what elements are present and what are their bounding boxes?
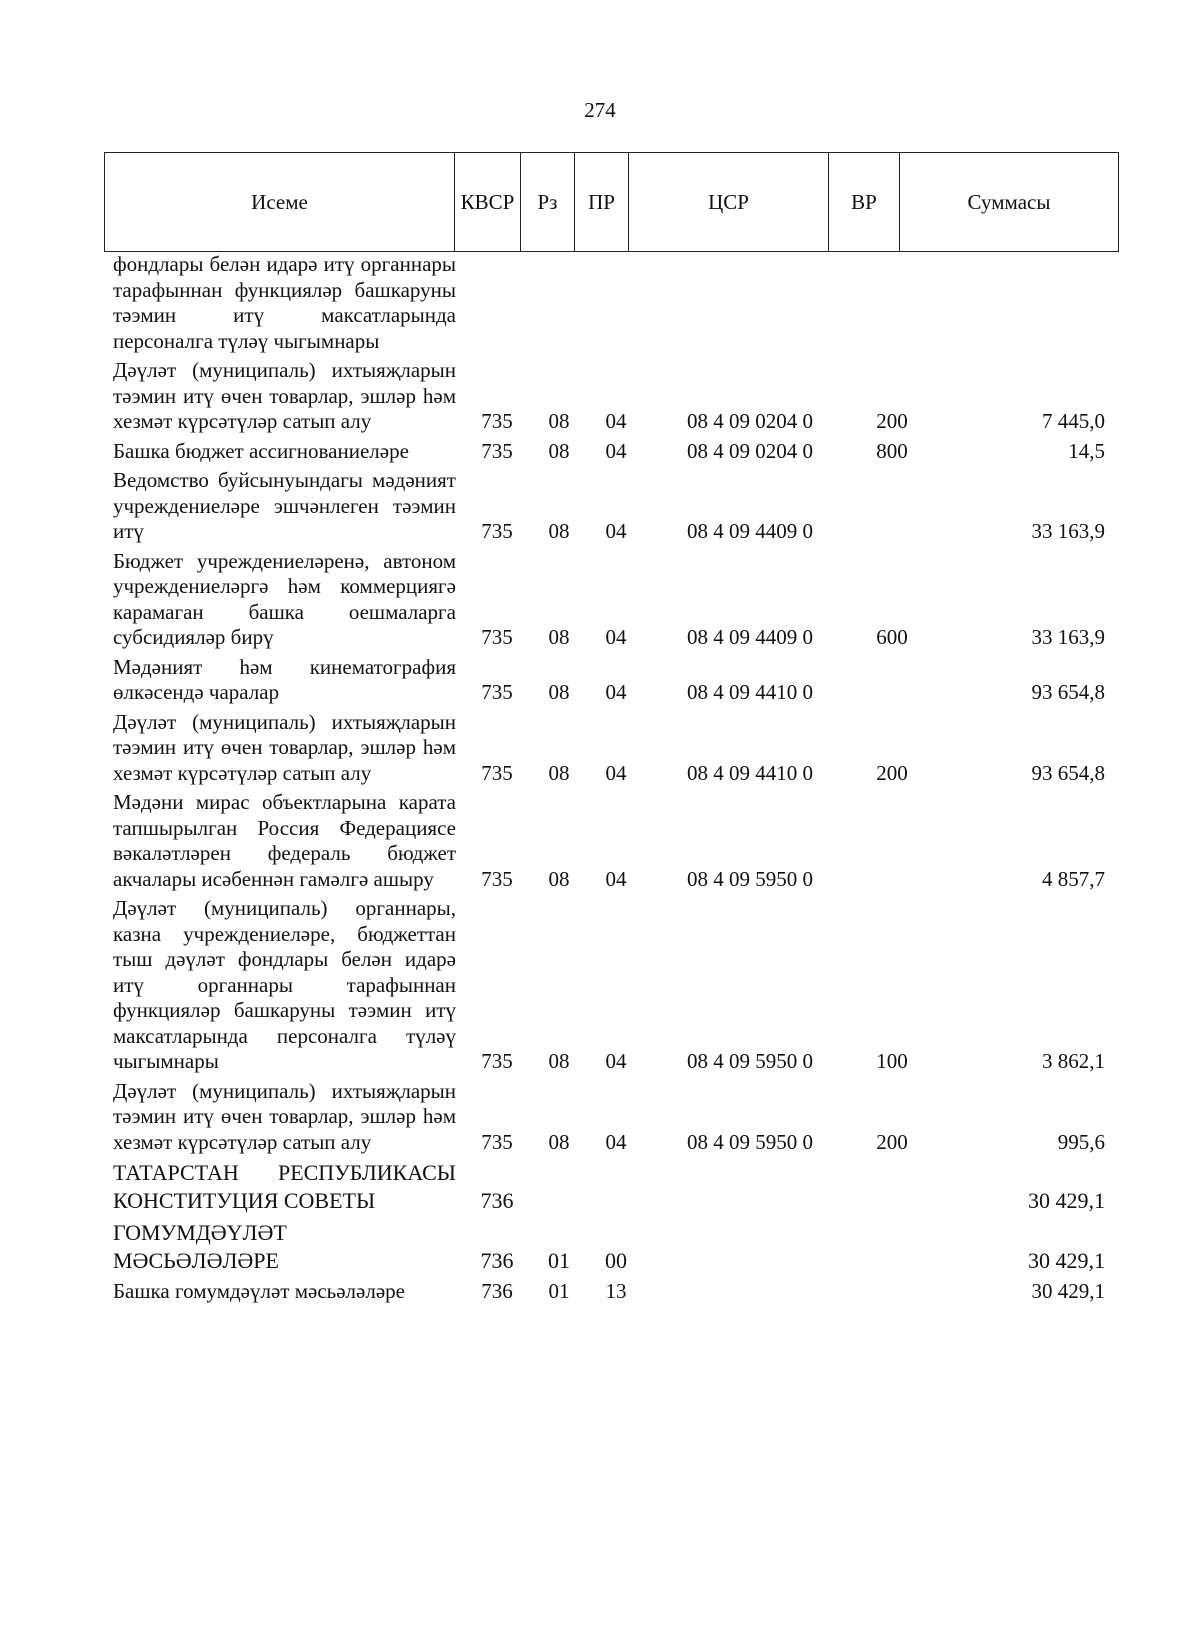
row-name: Дәүләт (муниципаль) ихтыяҗларын тәэмин итү өчен товарлар, эшләр һәм хезмәт күрсәтүләр сатып алу [113,709,456,785]
table-row [0,790,1200,892]
row-pr: 04 [605,519,627,543]
row-pr: 04 [605,1049,627,1073]
header-csr: ЦСР [629,153,829,252]
row-vr: 100 [876,1049,908,1073]
row-csr: 08 4 09 4409 0 [687,625,813,649]
row-sum: 3 862,1 [1042,1049,1105,1073]
row-kvsr: 735 [481,680,513,704]
row-pr: 13 [605,1279,627,1303]
row-sum: 93 654,8 [1031,680,1105,704]
table-row [0,1279,1200,1305]
row-sum: 30 429,1 [1028,1248,1105,1273]
table-body [0,252,1200,1309]
row-pr: 04 [605,409,627,433]
row-rz: 08 [548,519,570,543]
row-name: Башка бюджет ассигнованиеләре [113,438,409,463]
row-kvsr: 736 [480,1188,514,1213]
row-vr: 200 [876,409,908,433]
row-vr: 200 [876,1129,908,1154]
row-kvsr: 735 [481,519,513,543]
row-kvsr: 735 [481,438,513,463]
table-row [0,549,1200,651]
row-name: Дәүләт (муниципаль) ихтыяҗларын тәэмин итү өчен товарлар, эшләр һәм хезмәт күрсәтүләр сатып алу [113,1078,456,1154]
row-pr: 00 [605,1248,627,1273]
row-name: Дәүләт (муниципаль) органнары, казна учреждениеләре, бюджеттан тыш дәүләт фондлары белән идарә итү органнары тарафыннан функцияләр башкаруны тәэмин итү максатларында персоналга түләү чыгымнары [113,896,456,1073]
row-csr: 08 4 09 4409 0 [687,519,813,543]
row-name: фондлары белән идарә итү органнары тарафыннан функцияләр башкаруны тәэмин итү максатларында персоналга түләү чыгымнары [113,252,456,353]
row-sum: 93 654,8 [1031,760,1105,785]
table-row [0,1219,1200,1275]
row-kvsr: 735 [481,866,513,891]
row-sum: 995,6 [1057,1129,1105,1154]
row-sum: 33 163,9 [1031,625,1105,649]
row-csr: 08 4 09 5950 0 [687,1129,813,1154]
row-vr: 800 [876,438,908,463]
row-name: ТАТАРСТАН РЕСПУБЛИКАСЫ КОНСТИТУЦИЯ СОВЕТЫ [113,1160,456,1213]
row-name: Мәдәни мирас объектларына карата тапшырылган Россия Федерациясе вәкаләтләрен федераль бюджет акчалары исәбеннән гамәлгә ашыру [113,790,456,891]
row-name: Башка гомумдәүләт мәсьәләләре [113,1279,405,1303]
row-name: Мәдәният һәм кинематография өлкәсендә чаралар [113,654,456,704]
row-kvsr: 735 [481,625,513,649]
row-sum: 4 857,7 [1042,866,1105,891]
row-pr: 04 [605,1129,627,1154]
row-kvsr: 735 [481,409,513,433]
page-number: 274 [584,98,616,122]
row-rz: 08 [548,1049,570,1073]
row-rz: 08 [548,760,570,785]
row-kvsr: 735 [481,1049,513,1073]
row-sum: 33 163,9 [1031,519,1105,543]
row-csr: 08 4 09 5950 0 [687,866,813,891]
row-vr: 200 [876,760,908,785]
row-csr: 08 4 09 4410 0 [687,680,813,704]
row-rz: 08 [548,1129,570,1154]
row-pr: 04 [605,438,627,463]
row-rz: 08 [548,680,570,704]
header-sum: Суммасы [900,153,1119,252]
header-name: Исеме [105,153,455,252]
row-rz: 08 [548,438,570,463]
row-pr: 04 [605,680,627,704]
row-sum: 7 445,0 [1042,409,1105,433]
row-pr: 04 [605,625,627,649]
row-kvsr: 735 [481,760,513,785]
row-pr: 04 [605,866,627,891]
row-vr: 600 [876,625,908,649]
table-row [0,1159,1200,1215]
table-row [0,1079,1200,1156]
header-rz: Рз [521,153,575,252]
row-kvsr: 736 [480,1248,514,1273]
row-name: Бюджет учреждениеләренә, автоном учреждениеләргә һәм коммерциягә карамаган башка оешмаларга субсидияләр бирү [113,548,456,649]
row-sum: 30 429,1 [1031,1279,1105,1303]
table-row [0,896,1200,1075]
table-row [0,252,1200,354]
row-csr: 08 4 09 0204 0 [687,409,813,433]
row-rz: 08 [548,625,570,649]
row-csr: 08 4 09 4410 0 [687,760,813,785]
row-name: Ведомство буйсынуындагы мәдәният учреждениеләре эшчәнлеген тәэмин итү [113,468,456,543]
table-row [0,358,1200,435]
row-csr: 08 4 09 5950 0 [687,1049,813,1073]
table-row [0,710,1200,787]
row-name: ГОМУМДӘҮЛӘТ МӘСЬӘЛӘЛӘРЕ [113,1220,287,1273]
row-sum: 30 429,1 [1028,1188,1105,1213]
table-row [0,439,1200,465]
header-pr: ПР [575,153,629,252]
row-rz: 01 [548,1279,570,1303]
header-vr: ВР [829,153,900,252]
row-pr: 04 [605,760,627,785]
row-rz: 08 [548,866,570,891]
row-rz: 08 [548,409,570,433]
table-header [104,152,1119,252]
table-row [0,655,1200,706]
row-name: Дәүләт (муниципаль) ихтыяҗларын тәэмин итү өчен товарлар, эшләр һәм хезмәт күрсәтүләр сатып алу [113,358,456,433]
header-kvsr: КВСР [455,153,521,252]
table-row [0,468,1200,545]
row-kvsr: 736 [481,1279,513,1303]
row-csr: 08 4 09 0204 0 [687,438,813,463]
row-rz: 01 [548,1248,570,1273]
row-kvsr: 735 [481,1129,513,1154]
row-sum: 14,5 [1068,438,1105,463]
